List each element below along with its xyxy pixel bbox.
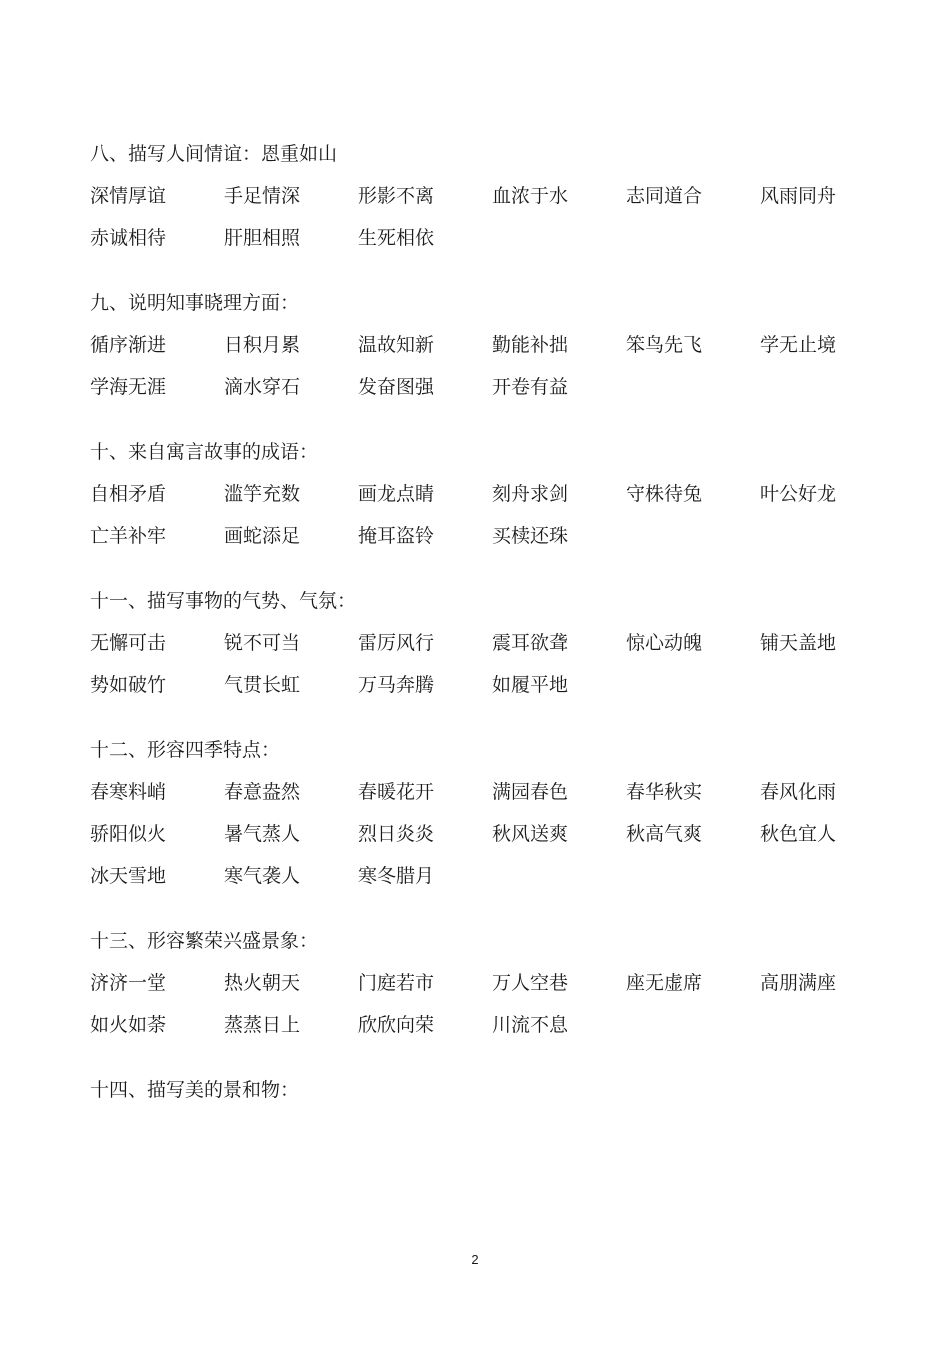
idiom-item: 肝胆相照 <box>224 227 301 249</box>
section-heading: 八、描写人间情谊：恩重如山 <box>90 143 338 165</box>
idiom-section <box>90 1078 890 1102</box>
idiom-item: 开卷有益 <box>492 376 569 398</box>
idiom-item: 春暖花开 <box>358 781 435 803</box>
idiom-item: 热火朝天 <box>224 972 301 994</box>
idiom-item: 秋高气爽 <box>626 823 703 845</box>
section-heading: 十四、描写美的景和物： <box>90 1079 300 1101</box>
idiom-item: 如履平地 <box>492 674 569 696</box>
idiom-item: 深情厚谊 <box>90 185 167 207</box>
idiom-item: 温故知新 <box>358 334 435 356</box>
idiom-list <box>90 780 890 888</box>
idiom-item: 冰天雪地 <box>90 865 167 887</box>
idiom-item: 济济一堂 <box>90 972 167 994</box>
idiom-item: 自相矛盾 <box>90 483 167 505</box>
idiom-item: 座无虚席 <box>626 972 703 994</box>
idiom-section <box>90 929 890 1037</box>
idiom-item: 发奋图强 <box>358 376 435 398</box>
page-number: 2 <box>471 1252 479 1267</box>
idiom-item: 循序渐进 <box>90 334 167 356</box>
idiom-item: 春华秋实 <box>626 781 703 803</box>
idiom-section <box>90 589 890 697</box>
idiom-item: 刻舟求剑 <box>492 483 569 505</box>
idiom-item: 学无止境 <box>760 334 837 356</box>
idiom-item: 守株待兔 <box>626 483 703 505</box>
idiom-section <box>90 291 890 399</box>
idiom-item: 画蛇添足 <box>224 525 301 547</box>
document-body <box>90 142 890 1143</box>
idiom-list <box>90 631 890 697</box>
idiom-item: 无懈可击 <box>90 632 167 654</box>
idiom-item: 秋风送爽 <box>492 823 569 845</box>
idiom-item: 春意盎然 <box>224 781 301 803</box>
section-heading: 十一、描写事物的气势、气氛： <box>90 590 357 612</box>
idiom-item: 掩耳盗铃 <box>358 525 435 547</box>
idiom-item: 骄阳似火 <box>90 823 167 845</box>
idiom-item: 秋色宜人 <box>760 823 837 845</box>
idiom-list <box>90 971 890 1037</box>
idiom-item: 笨鸟先飞 <box>626 334 703 356</box>
idiom-item: 惊心动魄 <box>626 632 703 654</box>
idiom-item: 满园春色 <box>492 781 569 803</box>
idiom-list <box>90 184 890 250</box>
idiom-section <box>90 440 890 548</box>
idiom-item: 高朋满座 <box>760 972 837 994</box>
idiom-item: 春风化雨 <box>760 781 837 803</box>
idiom-section <box>90 738 890 888</box>
idiom-item: 赤诚相待 <box>90 227 167 249</box>
idiom-item: 手足情深 <box>224 185 301 207</box>
idiom-item: 血浓于水 <box>492 185 569 207</box>
idiom-item: 铺天盖地 <box>760 632 837 654</box>
section-heading: 十、来自寓言故事的成语： <box>90 441 319 463</box>
idiom-list <box>90 482 890 548</box>
idiom-item: 寒冬腊月 <box>358 865 435 887</box>
idiom-item: 寒气袭人 <box>224 865 301 887</box>
idiom-item: 势如破竹 <box>90 674 167 696</box>
idiom-item: 亡羊补牢 <box>90 525 167 547</box>
idiom-item: 欣欣向荣 <box>358 1014 435 1036</box>
idiom-item: 学海无涯 <box>90 376 167 398</box>
idiom-item: 叶公好龙 <box>760 483 837 505</box>
idiom-item: 震耳欲聋 <box>492 632 569 654</box>
idiom-item: 形影不离 <box>358 185 435 207</box>
idiom-item: 生死相依 <box>358 227 435 249</box>
idiom-item: 川流不息 <box>492 1014 569 1036</box>
idiom-item: 滴水穿石 <box>224 376 301 398</box>
idiom-item: 气贯长虹 <box>224 674 301 696</box>
section-heading: 十二、形容四季特点： <box>90 739 281 761</box>
idiom-item: 蒸蒸日上 <box>224 1014 301 1036</box>
idiom-item: 风雨同舟 <box>760 185 837 207</box>
idiom-item: 春寒料峭 <box>90 781 167 803</box>
idiom-item: 门庭若市 <box>358 972 435 994</box>
section-heading: 十三、形容繁荣兴盛景象： <box>90 930 319 952</box>
idiom-item: 买椟还珠 <box>492 525 569 547</box>
idiom-item: 画龙点睛 <box>358 483 435 505</box>
idiom-item: 如火如荼 <box>90 1014 167 1036</box>
idiom-item: 烈日炎炎 <box>358 823 435 845</box>
idiom-item: 日积月累 <box>224 334 301 356</box>
idiom-item: 万马奔腾 <box>358 674 435 696</box>
idiom-item: 锐不可当 <box>224 632 301 654</box>
idiom-item: 暑气蒸人 <box>224 823 301 845</box>
idiom-list <box>90 333 890 399</box>
idiom-item: 勤能补拙 <box>492 334 569 356</box>
section-heading: 九、说明知事晓理方面： <box>90 292 300 314</box>
idiom-item: 志同道合 <box>626 185 703 207</box>
idiom-item: 滥竽充数 <box>224 483 301 505</box>
idiom-item: 万人空巷 <box>492 972 569 994</box>
idiom-item: 雷厉风行 <box>358 632 435 654</box>
idiom-section <box>90 142 890 250</box>
